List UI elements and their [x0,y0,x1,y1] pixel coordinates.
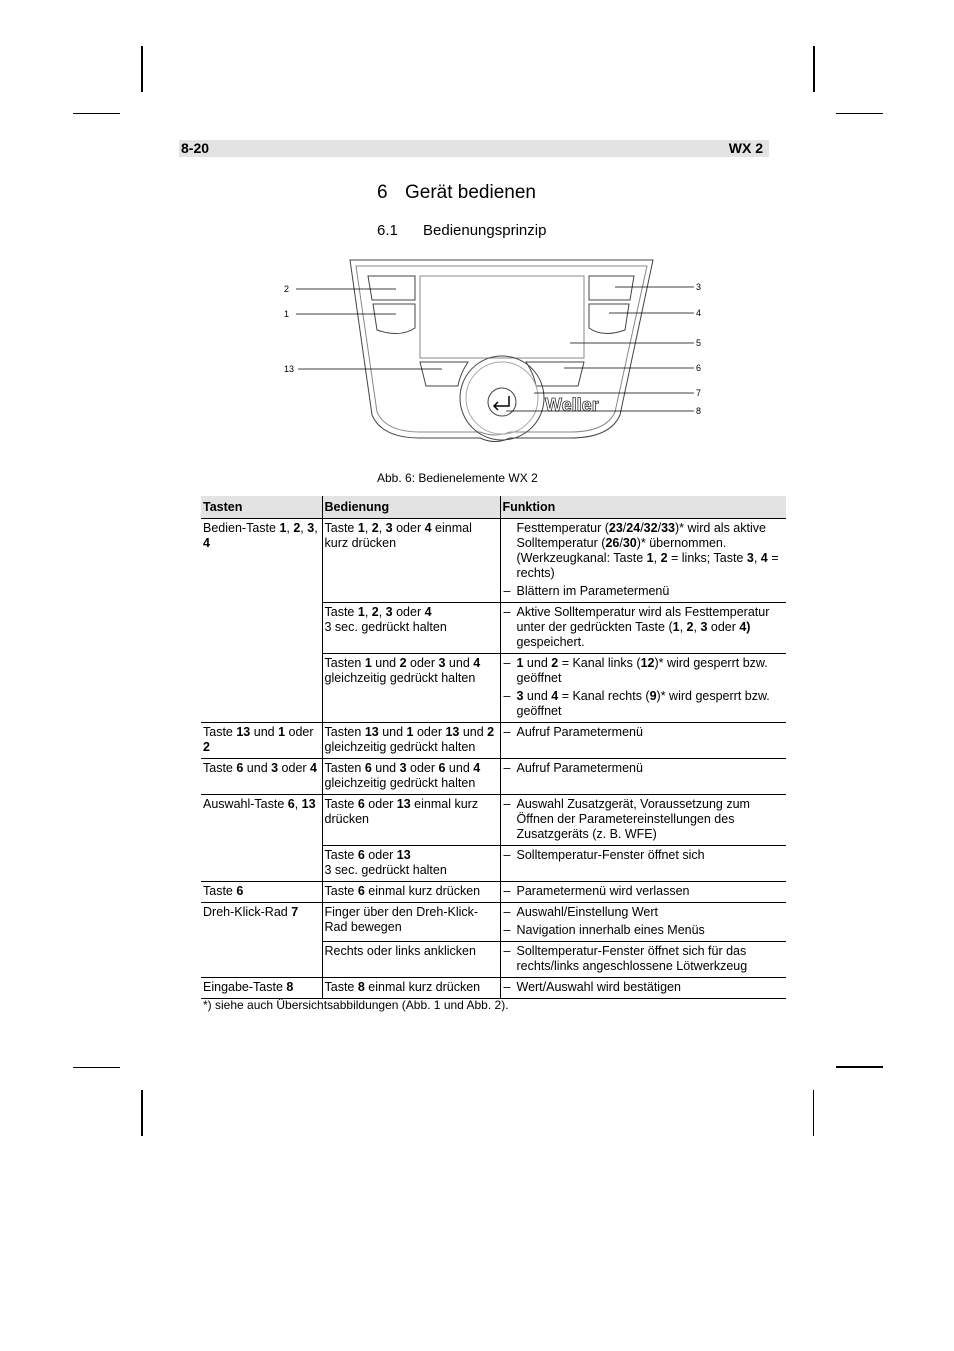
cell-key [201,654,322,723]
cell-operation: Rechts oder links anklicken [322,942,500,978]
crop-mark [73,113,120,114]
button-2 [368,276,415,300]
function-list [503,944,784,974]
function-list [503,656,784,719]
callout-8: 8 [696,406,702,416]
display-area [420,276,584,358]
cell-key: Bedien-Taste 1, 2, 3, 4 [203,521,318,550]
subsection-title: Bedienungsprinzip [423,222,547,239]
table-row [201,723,786,759]
click-wheel-ring [466,362,538,434]
cell-operation: Tasten 1 und 2 oder 3 und 4 gleichzeitig gedrückt halten [322,654,500,723]
function-item: – 3 und 4 = Kanal rechts (9)* wird gesperrt bzw. geöffnet [503,689,784,719]
table-row [201,903,786,942]
callout-2: 2 [284,284,290,294]
function-item: – Solltemperatur-Fenster öffnet sich für das rechts/links angeschlossene Lötwerkzeug [503,944,784,974]
cell-operation: Taste 6 oder 13 3 sec. gedrückt halten [322,846,500,882]
product-name: WX 2 [728,140,763,156]
button-4 [589,304,629,334]
table-row [201,654,786,723]
table-row [201,978,786,999]
figure-caption: Abb. 6: Bedienelemente WX 2 [377,471,538,485]
button-3 [589,276,634,300]
cell-function [500,519,786,603]
cell-function [500,654,786,723]
cell-key: Taste 13 und 1 oder 2 [201,723,322,759]
function-list [503,797,784,842]
function-item: – Aufruf Parametermenü [503,725,784,740]
table-row [201,942,786,978]
cell-function [500,846,786,882]
function-item: – Aktive Solltemperatur wird als Festtemperatur unter der gedrückten Taste (1, 2, 3 oder 4) gespeichert. [503,605,784,650]
cell-operation: Taste 1, 2, 3 oder 4 einmal kurz drücken [322,519,500,603]
cell-function [500,795,786,846]
function-item: – Navigation innerhalb eines Menüs [503,923,784,938]
function-item: – Wert/Auswahl wird bestätigen [503,980,784,995]
function-list [503,521,784,599]
cell-key [201,603,322,654]
cell-operation: Taste 6 oder 13 einmal kurz drücken [322,795,500,846]
callout-1: 1 [284,309,290,319]
header-bedienung: Bedienung [322,496,500,519]
table-header-row [201,496,786,519]
cell-key: Auswahl-Taste 6, 13 [203,797,316,811]
button-1 [373,304,415,334]
function-item: – Auswahl Zusatzgerät, Voraussetzung zum Öffnen der Parametereinstellungen des Zusatzgeräts (z. B. WFE) [503,797,784,842]
cell-key [201,942,322,978]
cell-key [201,846,322,882]
cell-function [500,903,786,942]
cell-function [500,942,786,978]
section-heading [377,182,536,204]
crop-mark [836,1066,883,1068]
callout-4: 4 [696,308,702,318]
section-title: Gerät bedienen [405,182,536,203]
header-funktion: Funktion [500,496,786,519]
weller-logo: Weller [545,395,599,415]
enter-arrow-icon [494,396,509,410]
crop-mark [141,1090,143,1136]
function-item: – Aufruf Parametermenü [503,761,784,776]
function-list [503,848,784,863]
cell-operation: Tasten 13 und 1 oder 13 und 2 gleichzeitig gedrückt halten [322,723,500,759]
cell-function [500,882,786,903]
function-item: – Solltemperatur-Fenster öffnet sich [503,848,784,863]
subsection-heading [377,222,546,239]
cell-key: Eingabe-Taste 8 [201,978,322,999]
cell-key: Taste 6 und 3 oder 4 [201,759,322,795]
function-list [503,884,784,899]
table-row [201,519,786,603]
table-body [201,519,786,999]
cell-function [500,978,786,999]
table-row [201,603,786,654]
cell-operation: Taste 1, 2, 3 oder 4 3 sec. gedrückt halten [322,603,500,654]
housing-inner [356,266,647,435]
cell-operation: Tasten 6 und 3 oder 6 und 4 gleichzeitig gedrückt halten [322,759,500,795]
function-item: – Parametermenü wird verlassen [503,884,784,899]
callout-13: 13 [284,364,295,374]
cell-function [500,723,786,759]
table-row [201,759,786,795]
table-row [201,846,786,882]
table-row [201,882,786,903]
callout-5: 5 [696,338,702,348]
page-header [179,140,769,157]
device-diagram [270,250,720,455]
function-list [503,905,784,938]
section-number: 6 [377,182,388,203]
function-list [503,725,784,740]
function-list [503,980,784,995]
function-item: – 1 und 2 = Kanal links (12)* wird gesperrt bzw. geöffnet [503,656,784,686]
table-row [201,795,786,846]
crop-mark [813,1090,814,1136]
callout-7: 7 [696,388,702,398]
enter-button [488,388,516,416]
function-list [503,605,784,650]
click-wheel [460,356,544,440]
page-number: 8-20 [181,140,210,156]
cell-operation: Taste 8 einmal kurz drücken [322,978,500,999]
function-list [503,761,784,776]
callout-3: 3 [696,282,702,292]
button-13 [420,362,468,386]
crop-mark [836,113,883,114]
function-item: – Blättern im Parametermenü [503,584,784,599]
function-item: – Auswahl/Einstellung Wert [503,905,784,920]
footnote: *) siehe auch Übersichtsabbildungen (Abb. 1 und Abb. 2). [203,998,509,1012]
cell-key: Taste 6 [201,882,322,903]
operation-table [201,496,786,999]
cell-function [500,759,786,795]
header-tasten: Tasten [201,496,322,519]
subsection-number: 6.1 [377,222,398,239]
cell-operation: Taste 6 einmal kurz drücken [322,882,500,903]
cell-key: Dreh-Klick-Rad 7 [203,905,299,919]
crop-mark [141,46,143,92]
function-item: Festtemperatur (23/24/32/33)* wird als aktive Solltemperatur (26/30)* übernommen. (Werkzeugkanal: Taste 1, 2 = links; Taste 3, 4 = rechts) [516,521,779,580]
crop-mark [813,46,815,92]
callout-6: 6 [696,363,702,373]
housing-outline [350,260,653,442]
crop-mark [73,1067,120,1068]
cell-operation: Finger über den Dreh-Klick-Rad bewegen [322,903,500,942]
cell-function [500,603,786,654]
